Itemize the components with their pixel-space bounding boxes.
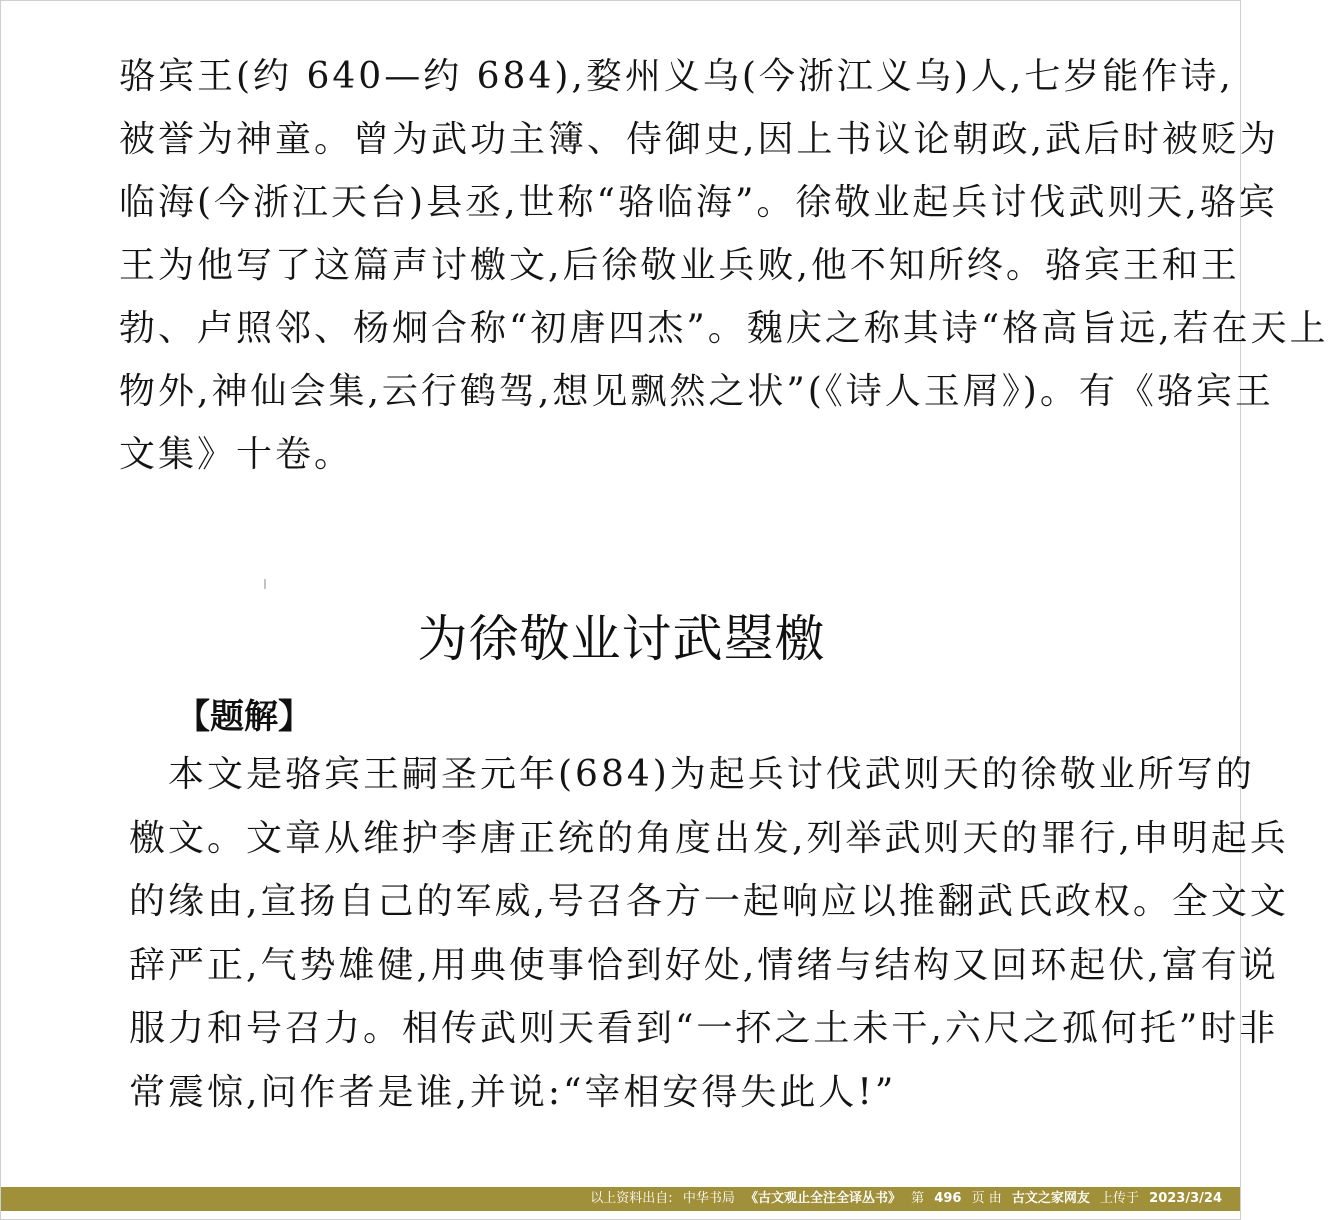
bio-line: 勃、卢照邻、杨炯合称“初唐四杰”。魏庆之称其诗“格高旨远,若在天上 xyxy=(119,308,1329,349)
footer-book-title: 《古文观止全注全译丛书》 xyxy=(744,1191,901,1206)
source-footer-bar xyxy=(1,1187,1240,1211)
intro-line: 辞严正,气势雄健,用典使事恰到好处,情绪与结构又回环起伏,富有说 xyxy=(129,944,1279,986)
bio-line: 临海(今浙江天台)县丞,世称“骆临海”。徐敬业起兵讨伐武则天,骆宾 xyxy=(119,182,1278,223)
intro-line: 服力和号召力。相传武则天看到“一抔之土未干,六尺之孤何托”时非 xyxy=(129,1008,1279,1049)
essay-title: 为徐敬业讨武曌檄 xyxy=(417,610,826,668)
footer-site-name: 古文之家网友 xyxy=(1011,1191,1090,1206)
footer-date: 2023/3/24 xyxy=(1149,1191,1222,1206)
footer-page-number: 496 xyxy=(934,1191,962,1206)
footer-upload-label: 上传于 xyxy=(1100,1191,1140,1206)
footer-publisher: 中华书局 xyxy=(682,1191,735,1206)
explanation-paragraph xyxy=(129,743,1289,1124)
bio-line: 被誉为神童。曾为武功主簿、侍御史,因上书议论朝政,武后时被贬为 xyxy=(119,119,1279,160)
bio-line: 骆宾王(约 640—约 684),婺州义乌(今浙江义乌)人,七岁能作诗, xyxy=(119,56,1234,97)
bio-line: 王为他写了这篇声讨檄文,后徐敬业兵败,他不知所终。骆宾王和王 xyxy=(119,245,1240,286)
footer-page-prefix: 第 xyxy=(911,1191,925,1206)
intro-line: 檄文。文章从维护李唐正统的角度出发,列举武则天的罪行,申明起兵 xyxy=(129,817,1289,859)
author-biography xyxy=(119,45,1329,486)
section-heading: 【题解】 xyxy=(176,697,312,737)
footer-page-suffix: 页 由 xyxy=(971,1191,1002,1206)
intro-line: 本文是骆宾王嗣圣元年(684)为起兵讨伐武则天的徐敬业所写的 xyxy=(129,754,1255,795)
bio-line: 物外,神仙会集,云行鹤驾,想见飘然之状”(《诗人玉屑》)。有《骆宾王 xyxy=(119,371,1274,412)
scan-speck xyxy=(264,579,266,589)
intro-line: 的缘由,宣扬自己的军威,号召各方一起响应以推翻武氏政权。全文文 xyxy=(129,881,1289,922)
bio-line: 文集》十卷。 xyxy=(119,434,354,475)
footer-source-label: 以上资料出自: xyxy=(590,1191,673,1206)
intro-line: 常震惊,问作者是谁,并说:“宰相安得失此人!” xyxy=(129,1071,897,1113)
